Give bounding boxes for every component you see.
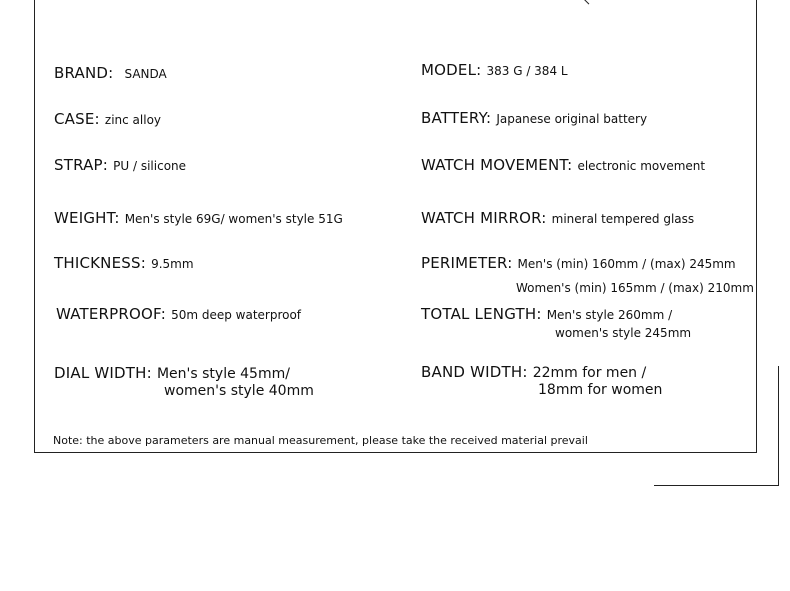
spec-label: BAND WIDTH: (421, 363, 528, 381)
spec-waterproof (56, 304, 301, 323)
spec-strap (54, 155, 186, 174)
spec-value: 383 G / 384 L (486, 64, 568, 78)
spec-label: WEIGHT: (54, 209, 120, 227)
spec-band-width (421, 362, 646, 381)
footnote: Note: the above parameters are manual measurement, please take the received material prevail (53, 434, 588, 447)
spec-value: electronic movement (577, 159, 706, 173)
spec-dial-width (54, 363, 290, 382)
spec-value-continued: 18mm for women (538, 382, 663, 398)
spec-label: CASE: (54, 110, 100, 128)
spec-label: PERIMETER: (421, 254, 513, 272)
spec-value-continued: women's style 245mm (555, 326, 692, 340)
spec-value: Men's style 260mm / (546, 308, 673, 322)
spec-weight (54, 208, 343, 227)
spec-value: 22mm for men / (532, 365, 647, 381)
spec-case (54, 109, 161, 128)
spec-value-continued: women's style 40mm (164, 383, 314, 399)
spec-value: 9.5mm (151, 257, 194, 271)
spec-value: Men's style 69G/ women's style 51G (124, 212, 343, 226)
spec-value: SANDA (124, 67, 167, 81)
spec-value: Japanese original battery (496, 112, 648, 126)
spec-value: 50m deep waterproof (171, 308, 302, 322)
spec-movement (421, 155, 705, 174)
spec-battery (421, 108, 647, 127)
spec-value-continued: Women's (min) 165mm / (max) 210mm (516, 281, 754, 295)
spec-label: WATCH MOVEMENT: (421, 156, 573, 174)
spec-value: zinc alloy (104, 113, 162, 127)
spec-total-length (421, 304, 672, 323)
spec-value: PU / silicone (113, 159, 187, 173)
spec-model (421, 60, 568, 79)
spec-label: BATTERY: (421, 109, 492, 127)
spec-perimeter (421, 253, 736, 272)
spec-value: Men's style 45mm/ (156, 366, 290, 382)
spec-label: TOTAL LENGTH: (421, 305, 542, 323)
spec-label: BRAND: (54, 64, 114, 82)
spec-label: MODEL: (421, 61, 482, 79)
spec-mirror (421, 208, 694, 227)
spec-label: WATCH MIRROR: (421, 209, 547, 227)
spec-label: STRAP: (54, 156, 109, 174)
spec-thickness (54, 253, 194, 272)
decorative-corner-frame (654, 366, 779, 486)
spec-value: mineral tempered glass (551, 212, 695, 226)
spec-label: WATERPROOF: (56, 305, 166, 323)
spec-value: Men's (min) 160mm / (max) 245mm (517, 257, 736, 271)
spec-brand (54, 63, 167, 82)
spec-label: DIAL WIDTH: (54, 364, 152, 382)
spec-label: THICKNESS: (54, 254, 146, 272)
